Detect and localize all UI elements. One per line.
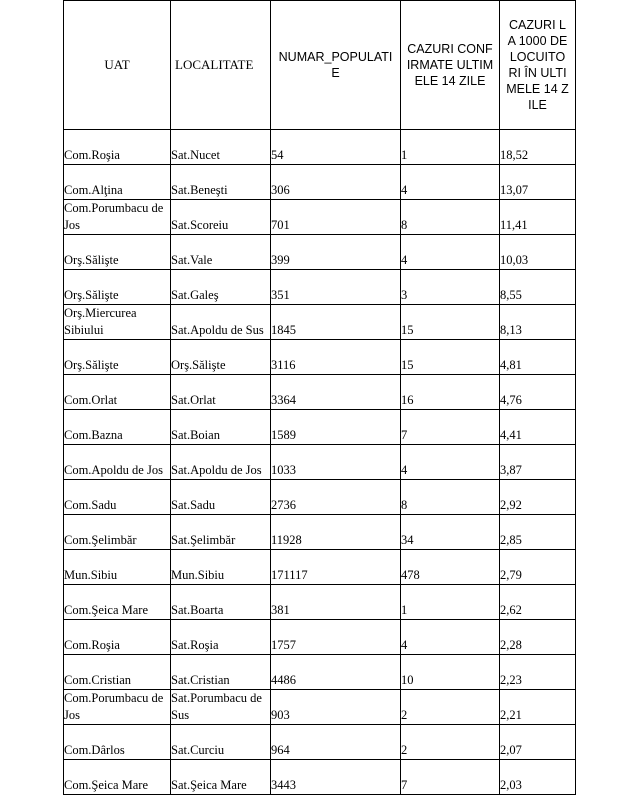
cell-rata: 2,92 (500, 480, 576, 515)
cell-cazuri: 34 (401, 515, 500, 550)
table-row (64, 165, 576, 200)
cell-rata: 4,81 (500, 340, 576, 375)
cell-uat: Com.Porumbacu de Jos (64, 200, 171, 235)
cell-uat: Com.Şeica Mare (64, 760, 171, 795)
cell-localitate: Sat.Nucet (171, 130, 271, 165)
cell-rata: 4,41 (500, 410, 576, 445)
cell-localitate: Sat.Vale (171, 235, 271, 270)
cell-uat: Com.Roşia (64, 130, 171, 165)
cell-rata: 2,79 (500, 550, 576, 585)
cell-populatie: 1589 (271, 410, 401, 445)
cell-populatie: 964 (271, 725, 401, 760)
cell-cazuri: 1 (401, 585, 500, 620)
table-row (64, 235, 576, 270)
cell-uat: Orş.Miercurea Sibiului (64, 305, 171, 340)
cell-rata: 2,21 (500, 690, 576, 725)
cell-localitate: Sat.Sadu (171, 480, 271, 515)
cell-cazuri: 1 (401, 130, 500, 165)
header-uat: UAT (64, 1, 171, 130)
cell-cazuri: 4 (401, 235, 500, 270)
cell-rata: 11,41 (500, 200, 576, 235)
cell-cazuri: 8 (401, 200, 500, 235)
covid-incidence-table (63, 0, 576, 795)
cell-rata: 2,07 (500, 725, 576, 760)
table-row (64, 585, 576, 620)
cell-uat: Com.Şeica Mare (64, 585, 171, 620)
table-row (64, 620, 576, 655)
table-row (64, 200, 576, 235)
cell-uat: Com.Alţina (64, 165, 171, 200)
header-populatie: NUMAR_POPULATIE (271, 1, 401, 130)
table-row (64, 690, 576, 725)
cell-populatie: 171117 (271, 550, 401, 585)
cell-cazuri: 4 (401, 165, 500, 200)
cell-cazuri: 8 (401, 480, 500, 515)
cell-localitate: Sat.Şeica Mare (171, 760, 271, 795)
cell-rata: 8,55 (500, 270, 576, 305)
table-row (64, 305, 576, 340)
table-row (64, 725, 576, 760)
table-row (64, 410, 576, 445)
cell-populatie: 381 (271, 585, 401, 620)
cell-localitate: Sat.Şelimbăr (171, 515, 271, 550)
cell-populatie: 1757 (271, 620, 401, 655)
cell-rata: 3,87 (500, 445, 576, 480)
cell-uat: Orş.Săliştе (64, 270, 171, 305)
table-row (64, 130, 576, 165)
cell-localitate: Sat.Porumbacu de Sus (171, 690, 271, 725)
cell-cazuri: 10 (401, 655, 500, 690)
cell-localitate: Sat.Beneşti (171, 165, 271, 200)
cell-localitate: Mun.Sibiu (171, 550, 271, 585)
header-cazuri: CAZURI CONFIRMATE ULTIMELE 14 ZILE (401, 1, 500, 130)
cell-cazuri: 7 (401, 410, 500, 445)
cell-localitate: Sat.Cristian (171, 655, 271, 690)
cell-localitate: Sat.Apoldu de Sus (171, 305, 271, 340)
cell-cazuri: 478 (401, 550, 500, 585)
cell-cazuri: 15 (401, 305, 500, 340)
table-row (64, 270, 576, 305)
cell-rata: 2,23 (500, 655, 576, 690)
cell-uat: Com.Apoldu de Jos (64, 445, 171, 480)
cell-rata: 10,03 (500, 235, 576, 270)
cell-populatie: 3443 (271, 760, 401, 795)
table-header-row (64, 1, 576, 130)
cell-populatie: 701 (271, 200, 401, 235)
cell-cazuri: 16 (401, 375, 500, 410)
cell-localitate: Sat.Curciu (171, 725, 271, 760)
cell-populatie: 306 (271, 165, 401, 200)
header-localitate: LOCALITATE (171, 1, 271, 130)
table-row (64, 340, 576, 375)
cell-populatie: 351 (271, 270, 401, 305)
cell-localitate: Sat.Roşia (171, 620, 271, 655)
header-rata: CAZURI LA 1000 DE LOCUITORI ÎN ULTIMELE 14 ZILE (500, 1, 576, 130)
cell-cazuri: 15 (401, 340, 500, 375)
cell-populatie: 1033 (271, 445, 401, 480)
cell-uat: Com.Roşia (64, 620, 171, 655)
cell-uat: Orş.Săliştе (64, 340, 171, 375)
cell-localitate: Orş.Săliştе (171, 340, 271, 375)
cell-localitate: Sat.Boian (171, 410, 271, 445)
cell-cazuri: 4 (401, 620, 500, 655)
table-row (64, 760, 576, 795)
cell-rata: 18,52 (500, 130, 576, 165)
cell-populatie: 399 (271, 235, 401, 270)
table-row (64, 550, 576, 585)
cell-localitate: Sat.Scoreiu (171, 200, 271, 235)
cell-rata: 2,28 (500, 620, 576, 655)
cell-uat: Mun.Sibiu (64, 550, 171, 585)
cell-uat: Com.Şelimbăr (64, 515, 171, 550)
cell-populatie: 3364 (271, 375, 401, 410)
cell-populatie: 54 (271, 130, 401, 165)
cell-uat: Com.Orlat (64, 375, 171, 410)
cell-rata: 8,13 (500, 305, 576, 340)
table-body (64, 130, 576, 795)
table-row (64, 515, 576, 550)
cell-localitate: Sat.Galeş (171, 270, 271, 305)
cell-rata: 2,62 (500, 585, 576, 620)
cell-localitate: Sat.Boarta (171, 585, 271, 620)
cell-cazuri: 4 (401, 445, 500, 480)
cell-cazuri: 2 (401, 690, 500, 725)
cell-populatie: 903 (271, 690, 401, 725)
cell-uat: Com.Cristian (64, 655, 171, 690)
cell-uat: Com.Bazna (64, 410, 171, 445)
table-row (64, 445, 576, 480)
cell-rata: 2,85 (500, 515, 576, 550)
cell-uat: Com.Dârlos (64, 725, 171, 760)
cell-populatie: 11928 (271, 515, 401, 550)
cell-cazuri: 3 (401, 270, 500, 305)
cell-localitate: Sat.Apoldu de Jos (171, 445, 271, 480)
cell-localitate: Sat.Orlat (171, 375, 271, 410)
table-row (64, 375, 576, 410)
cell-uat: Com.Porumbacu de Jos (64, 690, 171, 725)
cell-rata: 2,03 (500, 760, 576, 795)
cell-rata: 13,07 (500, 165, 576, 200)
table-row (64, 655, 576, 690)
cell-rata: 4,76 (500, 375, 576, 410)
cell-uat: Com.Sadu (64, 480, 171, 515)
cell-populatie: 2736 (271, 480, 401, 515)
cell-populatie: 1845 (271, 305, 401, 340)
table-row (64, 480, 576, 515)
document-page (63, 0, 576, 795)
cell-populatie: 3116 (271, 340, 401, 375)
cell-uat: Orş.Săliştе (64, 235, 171, 270)
cell-cazuri: 2 (401, 725, 500, 760)
cell-cazuri: 7 (401, 760, 500, 795)
cell-populatie: 4486 (271, 655, 401, 690)
